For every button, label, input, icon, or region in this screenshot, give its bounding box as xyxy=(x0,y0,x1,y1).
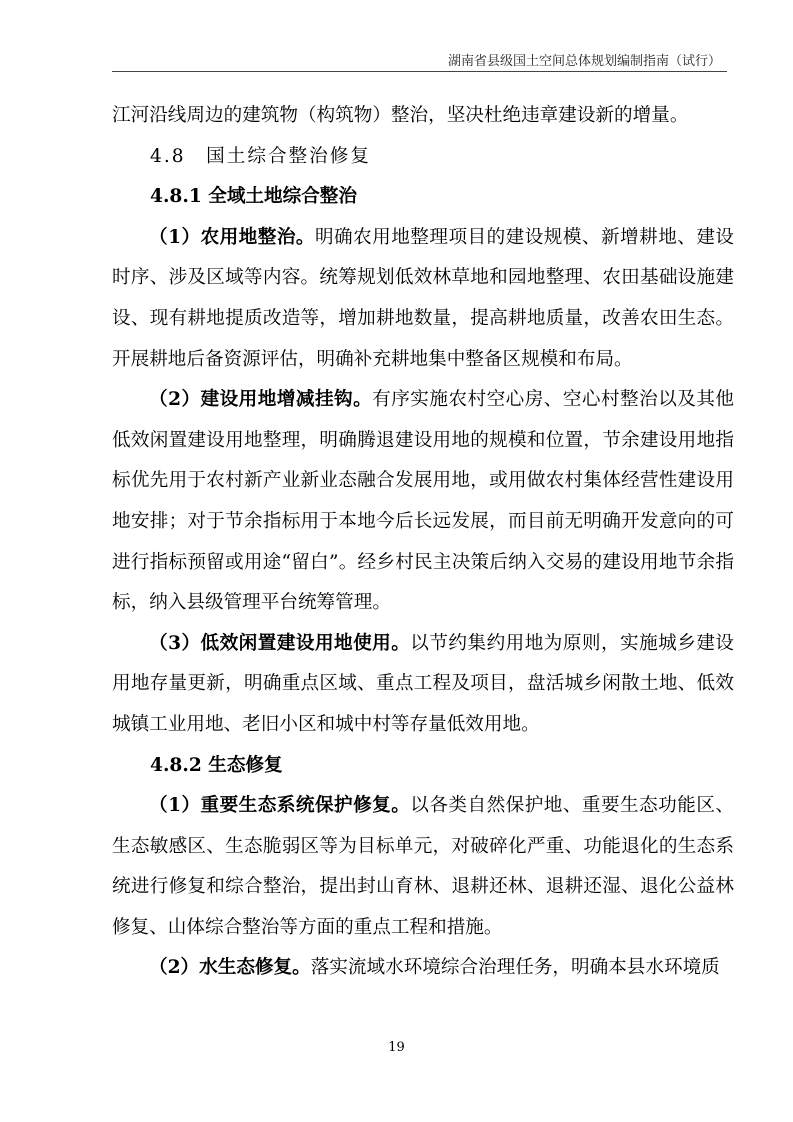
lead-land-linkage: （2）建设用地增减挂钩。 xyxy=(149,389,373,411)
lead-ecosystem: （1）重要生态系统保护修复。 xyxy=(149,795,411,817)
document-body xyxy=(112,96,734,989)
section-heading-4-8: 4.8 国土综合整治修复 xyxy=(150,145,371,167)
paragraph-continuation: 江河沿线周边的建筑物（构筑物）整治，坚决杜绝违章建设新的增量。 xyxy=(112,105,689,126)
text-ecosystem: 以各类自然保护地、重要生态功能区、生态敏感区、生态脆弱区等为目标单元，对破碎化严重、功能退化的生态系统进行修复和综合整治，提出封山育林、退耕还林、退耕还湿、退化公益林修复、山体综合整治等方面的重点工程和措施。 xyxy=(112,795,734,938)
text-water: 落实流域水环境综合治理任务，明确本县水环境质 xyxy=(310,957,720,979)
paragraph-land-linkage xyxy=(112,380,734,624)
lead-water: （2）水生态修复。 xyxy=(149,957,311,979)
paragraph-ecosystem xyxy=(112,786,734,948)
paragraph-farmland xyxy=(112,218,734,380)
lead-idle-land: （3）低效闲置建设用地使用。 xyxy=(149,632,411,654)
header-divider xyxy=(112,71,727,72)
subsection-heading-4-8-1: 4.8.1 全域土地综合整治 xyxy=(150,186,357,208)
text-idle-land: 以节约集约用地为原则，实施城乡建设用地存量更新，明确重点区域、重点工程及项目，盘活城乡闲散土地、低效城镇工业用地、老旧小区和城中村等存量低效用地。 xyxy=(112,632,734,735)
text-land-linkage: 有序实施农村空心房、空心村整治以及其他低效闲置建设用地整理，明确腾退建设用地的规模和位置，节余建设用地指标优先用于农村新产业新业态融合发展用地，或用做农村集体经营性建设用地安排；对于节余指标用于本地今后长远发展，而目前无明确开发意向的可进行指标预留或用途“留白”。经乡村民主决策后纳入交易的建设用地节余指标，纳入县级管理平台统筹管理。 xyxy=(112,389,734,614)
subsection-heading-4-8-2: 4.8.2 生态修复 xyxy=(150,754,283,776)
running-header: 湖南省县级国土空间总体规划编制指南（试行） xyxy=(447,54,721,69)
text-farmland: 明确农用地整理项目的建设规模、新增耕地、建设时序、涉及区域等内容。统筹规划低效林草地和园地整理、农田基础设施建设、现有耕地提质改造等，增加耕地数量，提高耕地质量，改善农田生态。开展耕地后备资源评估，明确补充耕地集中整备区规模和布局。 xyxy=(112,226,734,370)
paragraph-idle-land xyxy=(112,624,734,746)
lead-farmland: （1）农用地整治。 xyxy=(149,226,315,248)
paragraph-water xyxy=(112,948,734,989)
page-number: 19 xyxy=(388,1040,405,1055)
